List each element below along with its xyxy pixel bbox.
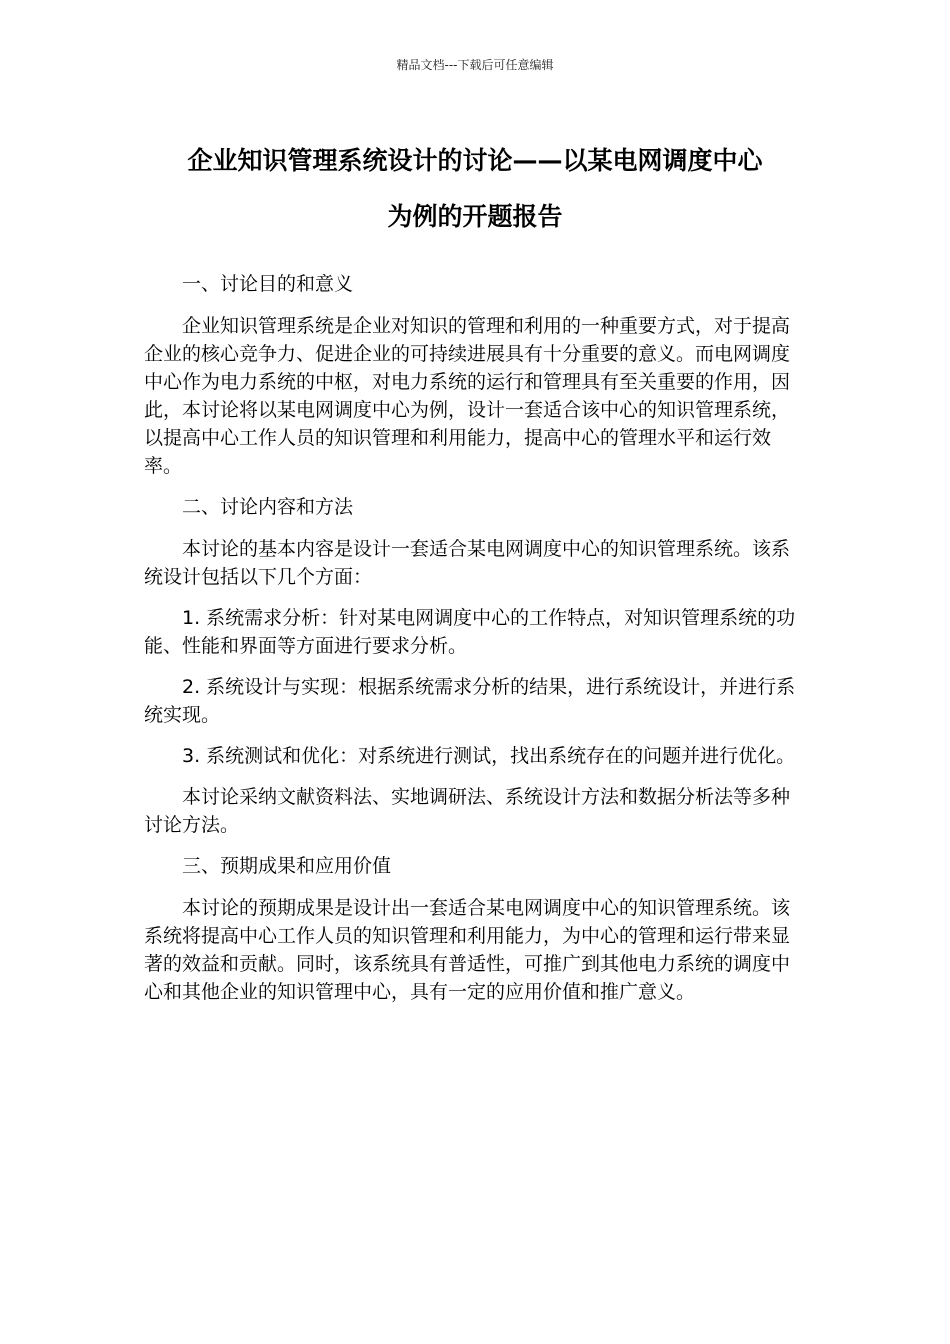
section-heading-purpose: 一、讨论目的和意义: [182, 273, 354, 295]
title-line-1: 企业知识管理系统设计的讨论——以某电网调度中心: [187, 146, 763, 175]
document-title: [120, 133, 830, 245]
paragraph-purpose: 企业知识管理系统是企业对知识的管理和利用的一种重要方式，对于提高企业的核心竞争力、促进企业的可持续进展具有十分重要的意义。而电网调度中心作为电力系统的中枢，对电力系统的运行和管理具有至关重要的作用，因此，本讨论将以某电网调度中心为例，设计一套适合该中心的知识管理系统，以提高中心工作人员的知识管理和利用能力，提高中心的管理水平和运行效率。: [144, 315, 791, 477]
paragraph-content-intro: 本讨论的基本内容是设计一套适合某电网调度中心的知识管理系统。该系统设计包括以下几个方面：: [144, 538, 791, 588]
paragraph-methods: 本讨论采纳文献资料法、实地调研法、系统设计方法和数据分析法等多种讨论方法。: [144, 786, 791, 836]
section-heading-outcomes: 三、预期成果和应用价值: [182, 855, 392, 877]
header-note: 精品文档---下载后可任意编辑: [396, 58, 554, 72]
list-item-design: 2. 系统设计与实现：根据系统需求分析的结果，进行系统设计，并进行系统实现。: [144, 676, 796, 726]
title-line-2: 为例的开题报告: [387, 202, 563, 231]
document-body: [144, 270, 806, 1019]
list-item-requirements: 1. 系统需求分析：针对某电网调度中心的工作特点，对知识管理系统的功能、性能和界面等方面进行要求分析。: [144, 607, 796, 657]
paragraph-outcomes: 本讨论的预期成果是设计出一套适合某电网调度中心的知识管理系统。该系统将提高中心工作人员的知识管理和利用能力，为中心的管理和运行带来显著的效益和贡献。同时，该系统具有普适性，可推广到其他电力系统的调度中心和其他企业的知识管理中心，具有一定的应用价值和推广意义。: [144, 897, 791, 1003]
list-item-testing: 3. 系统测试和优化：对系统进行测试，找出系统存在的问题并进行优化。: [182, 745, 796, 767]
section-heading-content-methods: 二、讨论内容和方法: [182, 496, 354, 518]
